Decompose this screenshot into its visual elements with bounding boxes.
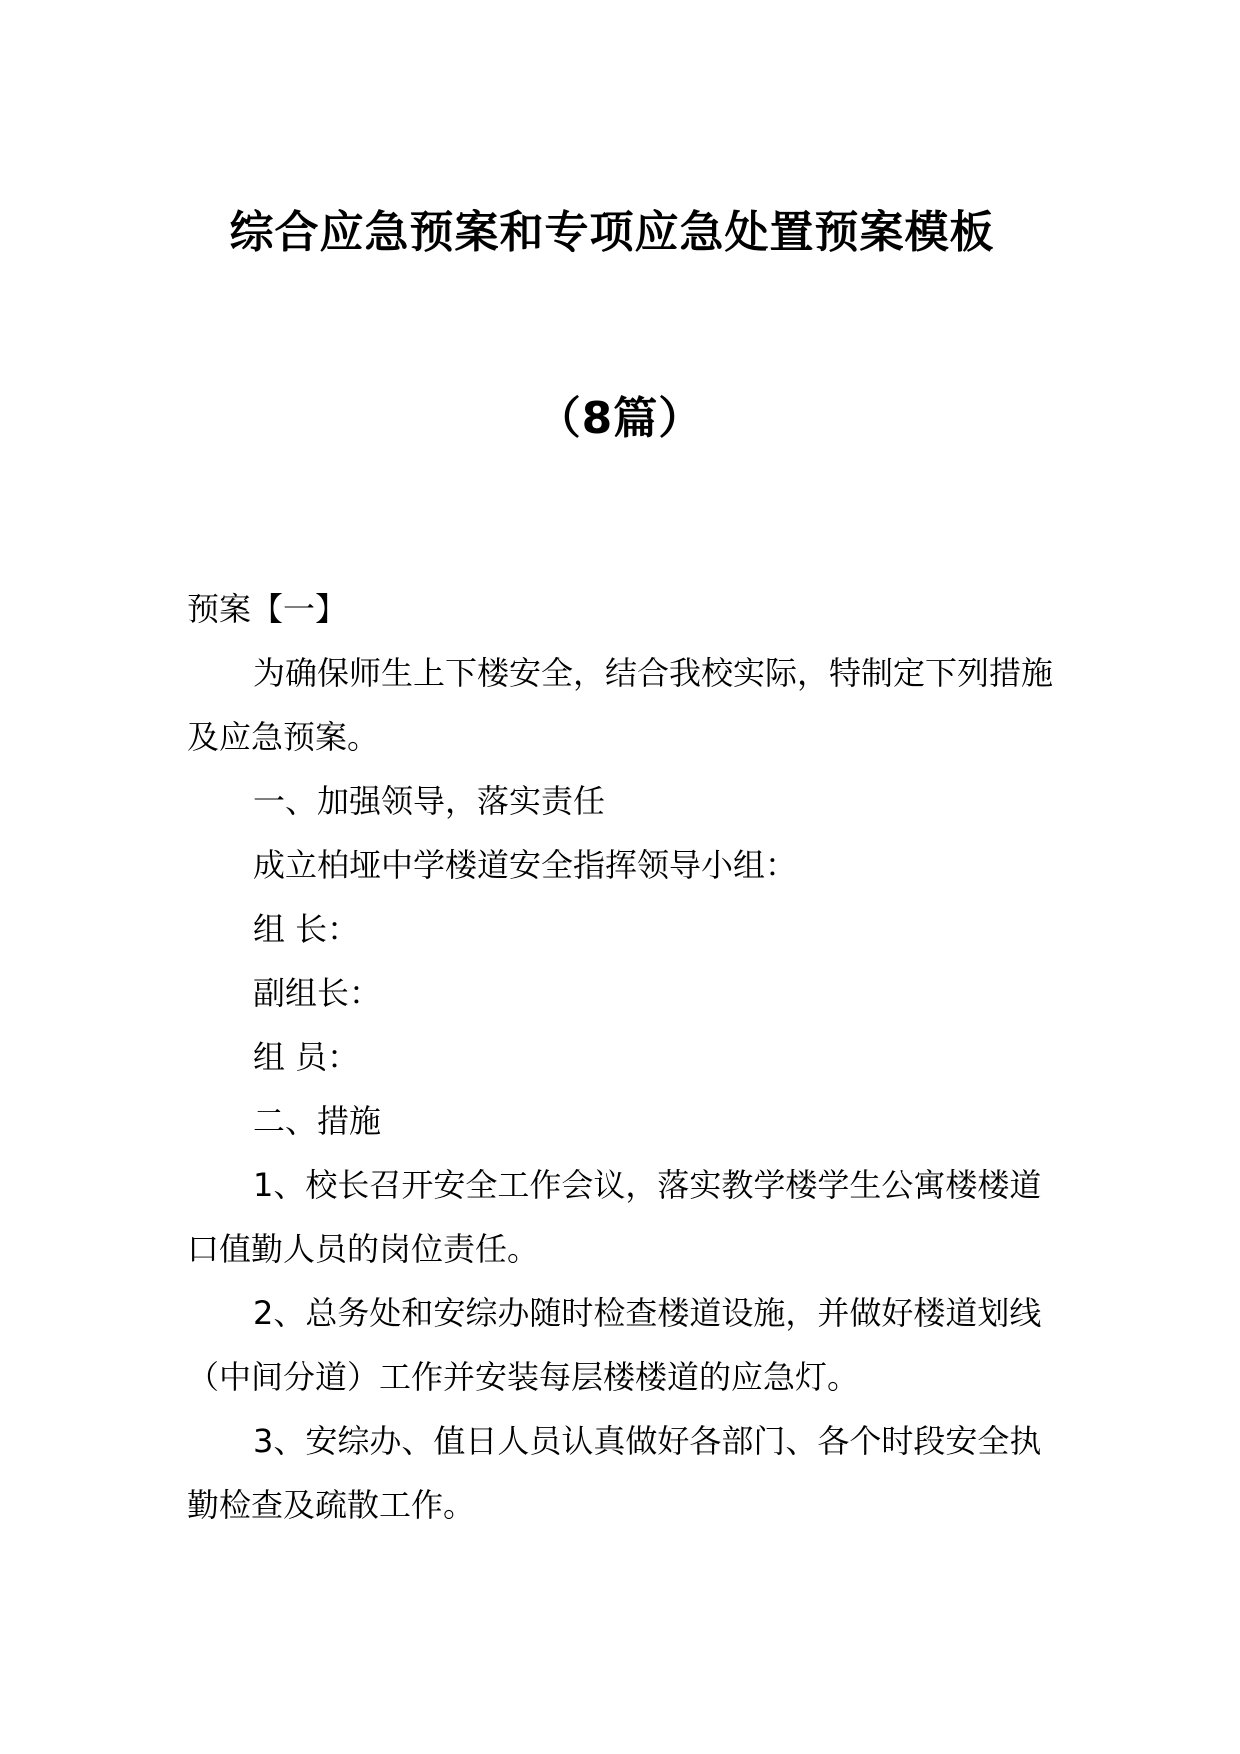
document-body (187, 577, 1057, 1537)
measure-item-1: 1、校长召开安全工作会议，落实教学楼学生公寓楼楼道口值勤人员的岗位责任。 (187, 1166, 1042, 1268)
field-group-members: 组 员： (253, 1038, 360, 1076)
paragraph-intro: 为确保师生上下楼安全，结合我校实际，特制定下列措施及应急预案。 (187, 654, 1054, 756)
paragraph-leadership-group: 成立柏垭中学楼道安全指挥领导小组： (253, 846, 798, 884)
measure-item-2: 2、总务处和安综办随时检查楼道设施，并做好楼道划线（中间分道）工作并安装每层楼楼道的应急灯。 (187, 1294, 1042, 1396)
heading-strengthen-leadership: 一、加强领导，落实责任 (253, 782, 606, 820)
document-title: 综合应急预案和专项应急处置预案模板 (229, 207, 995, 258)
measure-item-3: 3、安综办、值日人员认真做好各部门、各个时段安全执勤检查及疏散工作。 (187, 1422, 1042, 1524)
document-subtitle: （8篇） (536, 393, 704, 444)
section-heading: 预案【一】 (187, 590, 348, 628)
field-deputy-leader: 副组长： (253, 974, 382, 1012)
heading-measures: 二、措施 (253, 1102, 382, 1140)
field-group-leader: 组 长： (253, 910, 360, 948)
